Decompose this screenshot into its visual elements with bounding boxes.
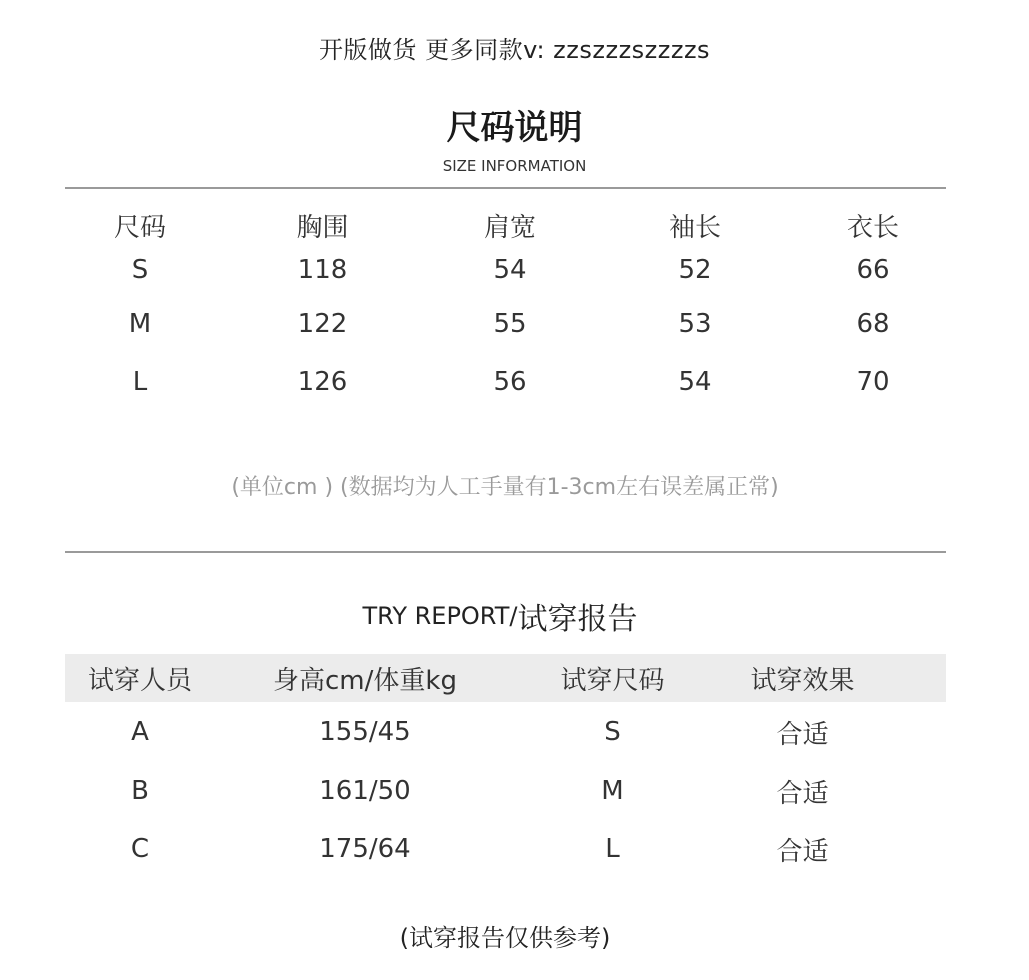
table-cell: 126: [297, 367, 348, 397]
length-col-header: 衣长: [846, 212, 899, 243]
table-cell: B: [131, 776, 149, 806]
table-cell: 52: [678, 255, 712, 285]
size-table: [65, 205, 946, 411]
table-cell: A: [131, 717, 149, 747]
size-table-header: [65, 205, 946, 245]
table-cell: 68: [856, 309, 890, 339]
height-weight-col-header: 身高cm/体重kg: [273, 665, 457, 696]
try-report-title-cn: 试穿报告: [517, 602, 638, 637]
size-info-title: 尺码说明: [446, 108, 583, 148]
table-cell: M: [128, 309, 152, 339]
header-note: 开版做货 更多同款v: zzszzzszzzzs: [318, 36, 711, 64]
table-cell: S: [604, 717, 621, 747]
table-cell: 175/64: [319, 834, 411, 864]
table-cell: L: [132, 367, 148, 397]
table-row: [65, 295, 946, 353]
measurement-note: (单位cm ) (数据均为人工手量有1-3cm左右误差属正常): [231, 475, 779, 500]
table-cell: 122: [297, 309, 348, 339]
table-cell: 54: [493, 255, 527, 285]
try-size-col-header: 试穿尺码: [560, 665, 665, 696]
table-cell: 70: [856, 367, 890, 397]
top-divider: [65, 187, 946, 189]
table-cell: 161/50: [319, 776, 411, 806]
shoulder-col-header: 肩宽: [483, 212, 536, 243]
sleeve-col-header: 袖长: [668, 212, 721, 243]
try-report-table: [65, 654, 946, 878]
table-cell: 合适: [776, 778, 829, 809]
table-cell: M: [601, 776, 624, 806]
table-cell: 54: [678, 367, 712, 397]
section-divider: [65, 551, 946, 553]
fit-result-col-header: 试穿效果: [750, 665, 855, 696]
table-row: [65, 245, 946, 295]
table-row: [65, 353, 946, 411]
try-table-header: [65, 654, 946, 702]
table-cell: 118: [297, 255, 348, 285]
table-cell: 合适: [776, 719, 829, 750]
table-cell: 53: [678, 309, 712, 339]
table-cell: 合适: [776, 836, 829, 867]
table-row: [65, 820, 946, 878]
table-cell: C: [130, 834, 150, 864]
table-cell: 66: [856, 255, 890, 285]
size-info-subtitle: SIZE INFORMATION: [442, 157, 587, 175]
table-cell: 55: [493, 309, 527, 339]
table-cell: L: [605, 834, 620, 864]
table-row: [65, 702, 946, 762]
try-report-title-en: TRY REPORT/: [362, 602, 518, 630]
chest-col-header: 胸围: [296, 212, 349, 243]
try-report-title: [0, 594, 1000, 638]
table-cell: 155/45: [319, 717, 411, 747]
table-row: [65, 762, 946, 820]
table-cell: 56: [493, 367, 527, 397]
size-col-header: 尺码: [113, 212, 166, 243]
try-report-note: (试穿报告仅供参考): [399, 924, 611, 952]
tester-col-header: 试穿人员: [87, 665, 192, 696]
table-cell: S: [131, 255, 149, 285]
